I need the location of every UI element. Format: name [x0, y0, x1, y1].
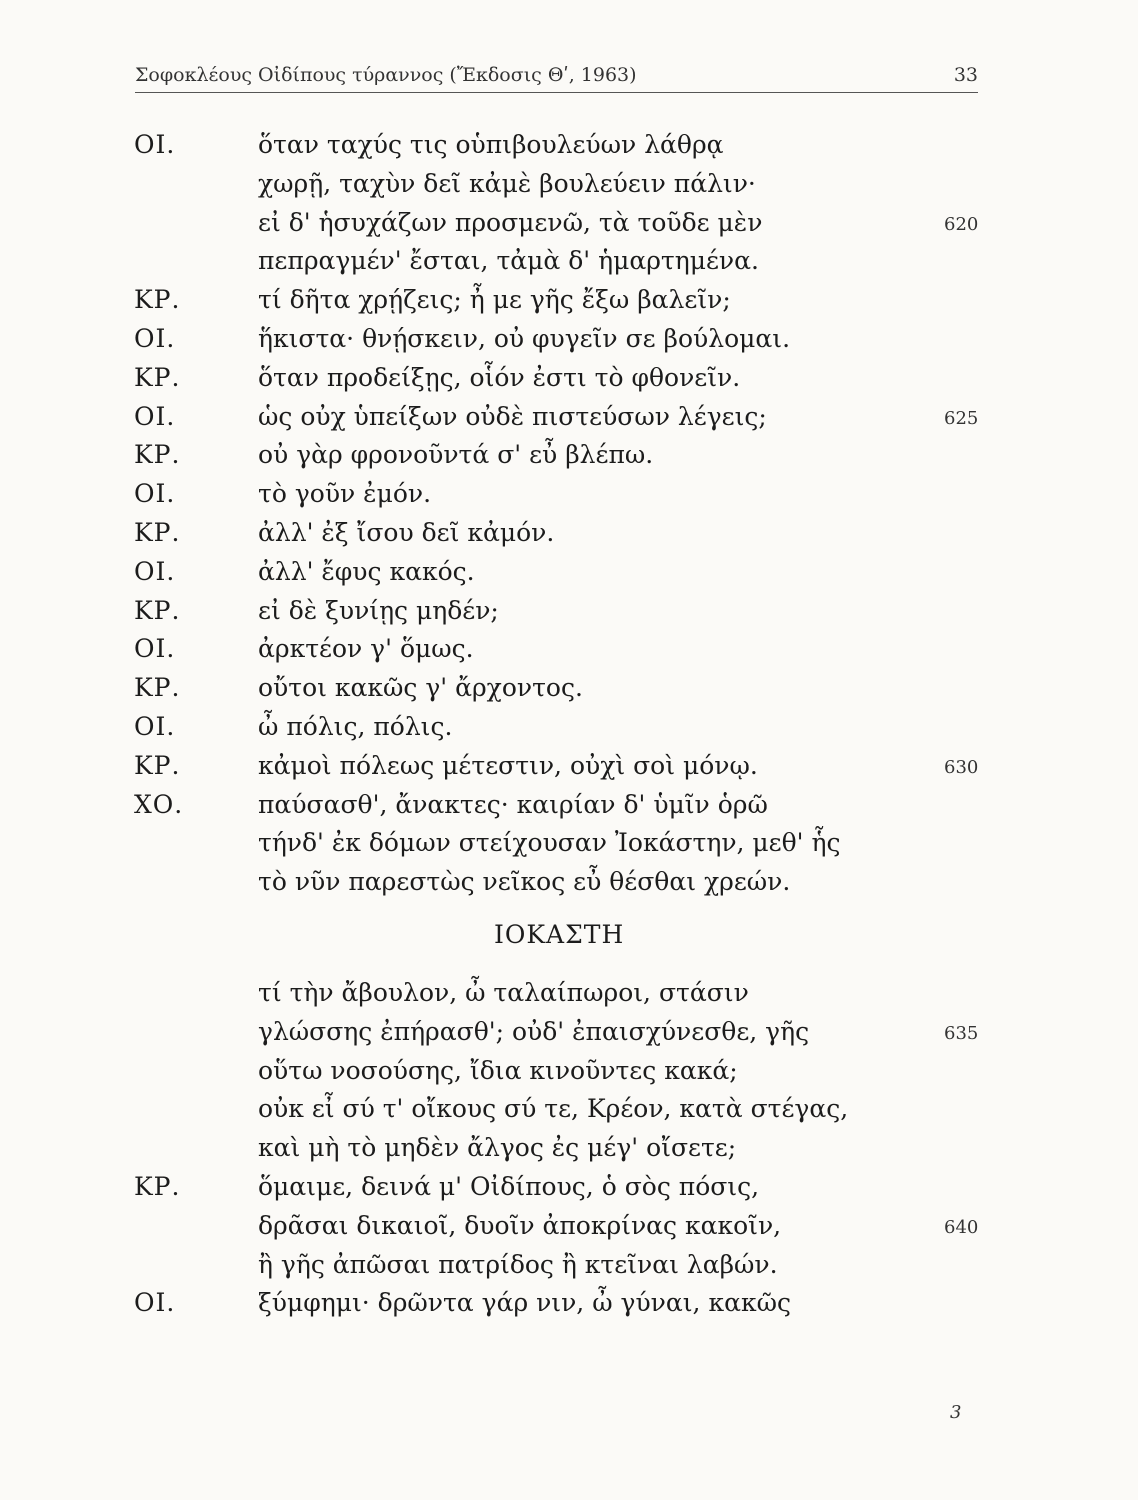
line-number: 630	[944, 756, 979, 778]
speaker-label: ΚΡ.	[134, 517, 181, 547]
verse-text-line: χωρῇ, ταχὺν δεῖ κἀμὲ βουλεύειν πάλιν·	[258, 168, 756, 198]
speaker-label: ΟΙ.	[134, 711, 176, 741]
line-number: 635	[944, 1022, 979, 1044]
speaker-label: ΟΙ.	[134, 323, 176, 353]
verse-line	[0, 1250, 1138, 1289]
character-heading-text: ΙΟΚΑΣΤΗ	[494, 919, 625, 949]
speaker-label: ΚΡ.	[134, 673, 181, 703]
verse-line	[0, 828, 1138, 867]
verse-line	[0, 634, 1138, 673]
verse-line	[0, 1211, 1138, 1250]
character-heading	[0, 906, 1138, 978]
verse-text-line: ἥκιστα· θνῄσκειν, οὐ φυγεῖν σε βούλομαι.	[258, 323, 791, 353]
speaker-label: ΚΡ.	[134, 750, 181, 780]
verse-text-line: τήνδ' ἐκ δόμων στείχουσαν Ἰοκάστην, μεθ' ἧς	[258, 828, 841, 858]
verse-line	[0, 518, 1138, 557]
verse-line	[0, 596, 1138, 635]
speaker-label: ΟΙ.	[134, 634, 176, 664]
verse-text-line: παύσασθ', ἄνακτες· καιρίαν δ' ὑμῖν ὁρῶ	[258, 789, 768, 819]
signature-mark: 3	[950, 1402, 962, 1423]
verse-line	[0, 285, 1138, 324]
verse-line	[0, 363, 1138, 402]
speaker-label: ΟΙ.	[134, 401, 176, 431]
speaker-label: ΧΟ.	[134, 789, 184, 819]
verse-text-line: οὐ γὰρ φρονοῦντά σ' εὖ βλέπω.	[258, 440, 654, 470]
verse-text-line: οὕτω νοσούσης, ἴδια κινοῦντες κακά;	[258, 1055, 738, 1085]
speaker-label: ΟΙ.	[134, 556, 176, 586]
verse-line	[0, 1017, 1138, 1056]
verse-text-line: ἀρκτέον γ' ὅμως.	[258, 634, 474, 664]
line-number: 625	[944, 407, 979, 429]
verse-line	[0, 1172, 1138, 1211]
verse-line	[0, 324, 1138, 363]
verse-text-line: εἰ δ' ἡσυχάζων προσμενῶ, τὰ τοῦδε μὲν	[258, 207, 763, 237]
speaker-label: ΚΡ.	[134, 362, 181, 392]
verse-text-line: ὡς οὐχ ὑπείξων οὐδὲ πιστεύσων λέγεις;	[258, 401, 767, 431]
verse-text-line: ὅμαιμε, δεινά μ' Οἰδίπους, ὁ σὸς πόσις,	[258, 1171, 760, 1201]
verse-text-line: ὅταν ταχύς τις οὑπιβουλεύων λάθρᾳ	[258, 130, 724, 159]
verse-text-line: ἀλλ' ἐξ ἴσου δεῖ κἀμόν.	[258, 517, 555, 547]
verse-line	[0, 978, 1138, 1017]
verse-text-line: τὸ νῦν παρεστὼς νεῖκος εὖ θέσθαι χρεών.	[258, 867, 791, 897]
verse-line	[0, 208, 1138, 247]
speaker-label: ΟΙ.	[134, 479, 176, 509]
verse-line	[0, 169, 1138, 208]
verse-text-line: τὸ γοῦν ἐμόν.	[258, 479, 432, 509]
verse-line	[0, 402, 1138, 441]
header-title: Σοφοκλέους Οἰδίπους τύραννος (Ἔκδοσις Θʹ, 1963)	[135, 64, 637, 86]
verse-text-line: πεπραγμέν' ἔσται, τἀμὰ δ' ἡμαρτημένα.	[258, 246, 759, 276]
speaker-label: ΚΡ.	[134, 285, 181, 315]
running-header	[135, 62, 978, 93]
speaker-label: ΚΡ.	[134, 595, 181, 625]
verse-line	[0, 1133, 1138, 1172]
speaker-label: ΚΡ.	[134, 1171, 181, 1201]
verse-text-line: οὐκ εἶ σύ τ' οἴκους σύ τε, Κρέον, κατὰ στέγας,	[258, 1094, 849, 1124]
verse-line	[0, 673, 1138, 712]
verse-line	[0, 867, 1138, 906]
verse-line	[0, 479, 1138, 518]
verse-text-line: ὅταν προδείξῃς, οἷόν ἐστι τὸ φθονεῖν.	[258, 362, 741, 392]
verse-text-line: ξύμφημι· δρῶντα γάρ νιν, ὦ γύναι, κακῶς	[258, 1288, 791, 1318]
verse-text-line: ἢ γῆς ἀπῶσαι πατρίδος ἢ κτεῖναι λαβών.	[258, 1249, 778, 1279]
verse-line	[0, 1056, 1138, 1095]
verse-line	[0, 246, 1138, 285]
verse-text-line: δρᾶσαι δικαιοῖ, δυοῖν ἀποκρίνας κακοῖν,	[258, 1210, 782, 1240]
verse-text	[0, 130, 1138, 1327]
speaker-label: ΟΙ.	[134, 1288, 176, 1318]
verse-text-line: καὶ μὴ τὸ μηδὲν ἄλγος ἐς μέγ' οἴσετε;	[258, 1133, 737, 1163]
verse-line	[0, 130, 1138, 169]
verse-line	[0, 440, 1138, 479]
speaker-label: ΟΙ.	[134, 130, 176, 159]
verse-text-line: εἰ δὲ ξυνίῃς μηδέν;	[258, 595, 499, 625]
verse-line	[0, 1094, 1138, 1133]
verse-line	[0, 557, 1138, 596]
verse-line	[0, 712, 1138, 751]
verse-text-line: κἀμοὶ πόλεως μέτεστιν, οὐχὶ σοὶ μόνῳ.	[258, 750, 758, 780]
verse-text-line: ἀλλ' ἔφυς κακός.	[258, 556, 475, 586]
page-number: 33	[953, 64, 978, 86]
verse-text-line: τί δῆτα χρῄζεις; ἦ με γῆς ἔξω βαλεῖν;	[258, 285, 731, 315]
verse-line	[0, 751, 1138, 790]
verse-text-line: γλώσσης ἐπήρασθ'; οὐδ' ἐπαισχύνεσθε, γῆς	[258, 1016, 810, 1046]
line-number: 640	[944, 1216, 979, 1238]
verse-text-line: ὦ πόλις, πόλις.	[258, 711, 453, 741]
verse-line	[0, 790, 1138, 829]
verse-text-line: τί τὴν ἄβουλον, ὦ ταλαίπωροι, στάσιν	[258, 977, 749, 1007]
verse-text-line: οὔτοι κακῶς γ' ἄρχοντος.	[258, 673, 583, 703]
line-number: 620	[944, 213, 979, 235]
verse-line	[0, 1288, 1138, 1327]
speaker-label: ΚΡ.	[134, 440, 181, 470]
